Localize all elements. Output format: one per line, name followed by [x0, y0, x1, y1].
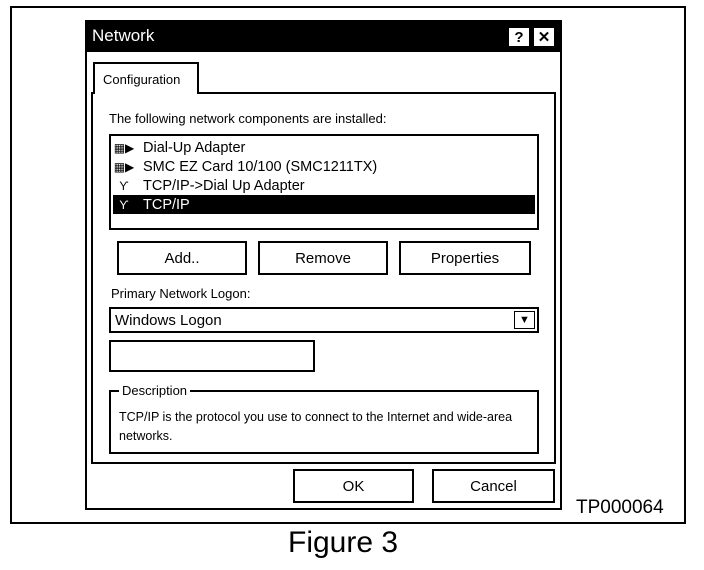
network-adapter-icon: ▦▶: [113, 159, 135, 174]
blank-field[interactable]: [109, 340, 315, 372]
tab-configuration[interactable]: [93, 62, 199, 94]
network-dialog: [85, 20, 562, 510]
network-adapter-icon: ▦▶: [113, 140, 135, 155]
description-legend: Description: [119, 383, 190, 398]
logon-label: Primary Network Logon:: [111, 286, 251, 301]
protocol-icon: Ƴ: [119, 178, 129, 193]
list-item-selected[interactable]: [113, 195, 535, 214]
figure-caption: Figure 3: [288, 526, 399, 559]
close-icon: ✕: [537, 28, 551, 46]
components-label: The following network components are installed:: [109, 111, 387, 126]
description-group: [109, 383, 539, 454]
primary-logon-select[interactable]: [109, 307, 539, 333]
list-item-label: Dial-Up Adapter: [143, 139, 246, 156]
figure-id: TP000064: [576, 497, 664, 518]
list-item[interactable]: [113, 138, 535, 157]
properties-button[interactable]: Properties: [399, 241, 531, 275]
list-item-label: SMC EZ Card 10/100 (SMC1211TX): [143, 158, 378, 175]
close-button[interactable]: [533, 27, 555, 47]
help-button[interactable]: ?: [508, 27, 530, 47]
title-bar[interactable]: [87, 22, 560, 52]
list-item[interactable]: [113, 176, 535, 195]
list-item-label: TCP/IP->Dial Up Adapter: [143, 177, 305, 194]
ok-button[interactable]: OK: [293, 469, 414, 503]
description-text: TCP/IP is the protocol you use to connect to the Internet and wide-area networks.: [119, 410, 513, 443]
list-item[interactable]: [113, 157, 535, 176]
list-item-label: TCP/IP: [143, 196, 190, 213]
protocol-icon: Ƴ: [119, 197, 129, 212]
cancel-button[interactable]: Cancel: [432, 469, 555, 503]
remove-button[interactable]: Remove: [258, 241, 388, 275]
logon-value: Windows Logon: [115, 312, 222, 329]
window-title: Network: [92, 26, 155, 45]
component-list[interactable]: [109, 134, 539, 230]
chevron-down-icon[interactable]: ▼: [514, 311, 535, 329]
add-button[interactable]: Add..: [117, 241, 247, 275]
tab-label: Configuration: [103, 72, 181, 87]
